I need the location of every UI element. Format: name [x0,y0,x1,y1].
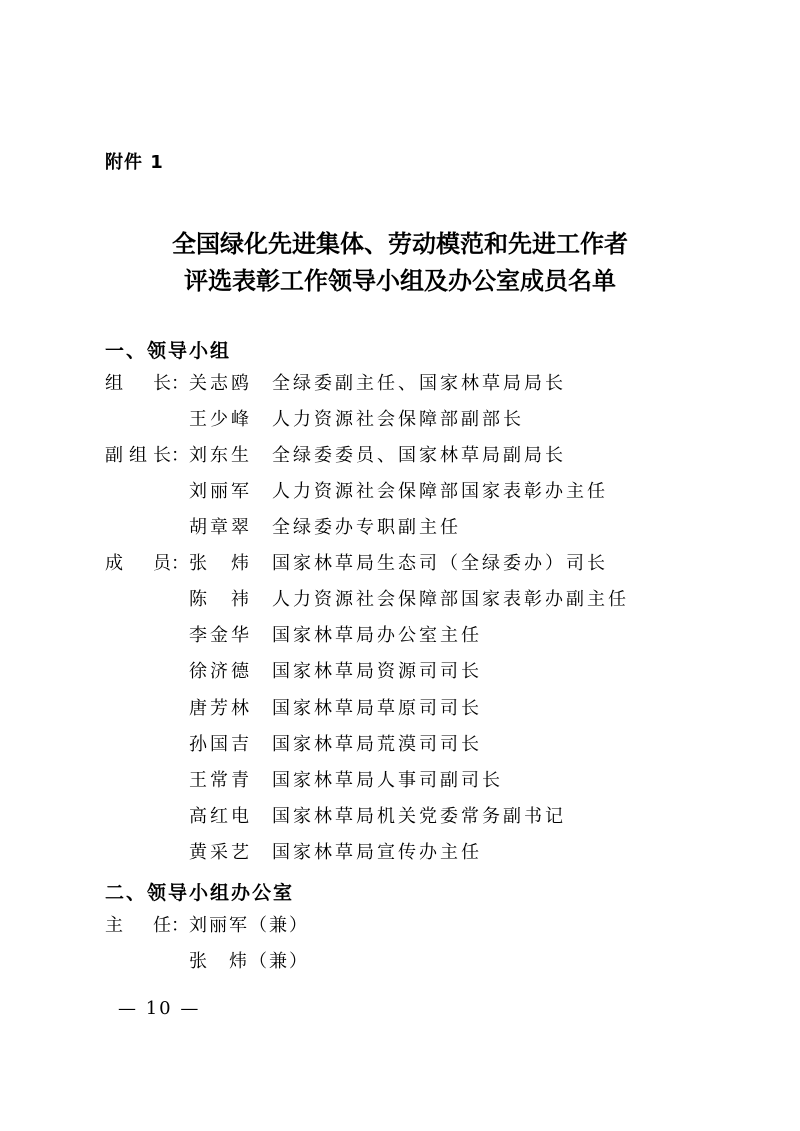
member-name: 王 常 青 [189,770,249,791]
member-name: 张 炜 [189,553,249,574]
member-position: 国家林草局生态司（全绿委办）司长 [272,553,608,574]
member-role: 成 员： [105,553,189,574]
member-role: 组 长： [105,373,189,394]
member-name: 唐 芳 林 [189,698,249,719]
member-position: 国家林草局办公室主任 [272,625,482,646]
section-heading-leading-group: 一、领导小组 [105,340,232,362]
member-name: 刘丽军（兼） [189,915,309,936]
member-role: 副 组 长： [105,445,189,466]
page-number: — 10 — [118,998,201,1019]
document-title-line-1: 全国绿化先进集体、劳动模范和先进工作者 [172,229,628,258]
member-name: 关 志 鸥 [189,373,249,394]
member-position: 国家林草局宣传办主任 [272,842,482,863]
member-position: 全绿委副主任、国家林草局局长 [272,373,566,394]
member-name: 陈 祎 [189,589,249,610]
member-name: 黄 采 艺 [189,842,249,863]
member-position: 全绿委办专职副主任 [272,517,461,538]
member-name: 刘 丽 军 [189,481,249,502]
document-title-line-2: 评选表彰工作领导小组及办公室成员名单 [184,266,616,295]
member-name: 王 少 峰 [189,409,249,430]
member-name: 孙 国 吉 [189,734,249,755]
member-position: 国家林草局机关党委常务副书记 [272,806,566,827]
member-name: 徐 济 德 [189,661,249,682]
member-name: 刘 东 生 [189,445,249,466]
member-role: 主 任： [105,915,189,936]
member-name: 李 金 华 [189,625,249,646]
member-name: 胡 章 翠 [189,517,249,538]
member-name: 高 红 电 [189,806,249,827]
section-heading-office: 二、领导小组办公室 [105,882,295,904]
member-position: 国家林草局荒漠司司长 [272,734,482,755]
member-position: 国家林草局人事司副司长 [272,770,503,791]
member-position: 人力资源社会保障部国家表彰办副主任 [272,589,629,610]
member-position: 全绿委委员、国家林草局副局长 [272,445,566,466]
member-position: 人力资源社会保障部国家表彰办主任 [272,481,608,502]
member-name: 张 炜（兼） [189,951,309,972]
member-position: 国家林草局资源司司长 [272,661,482,682]
member-position: 人力资源社会保障部副部长 [272,409,524,430]
attachment-label: 附件 1 [105,152,164,173]
member-position: 国家林草局草原司司长 [272,698,482,719]
